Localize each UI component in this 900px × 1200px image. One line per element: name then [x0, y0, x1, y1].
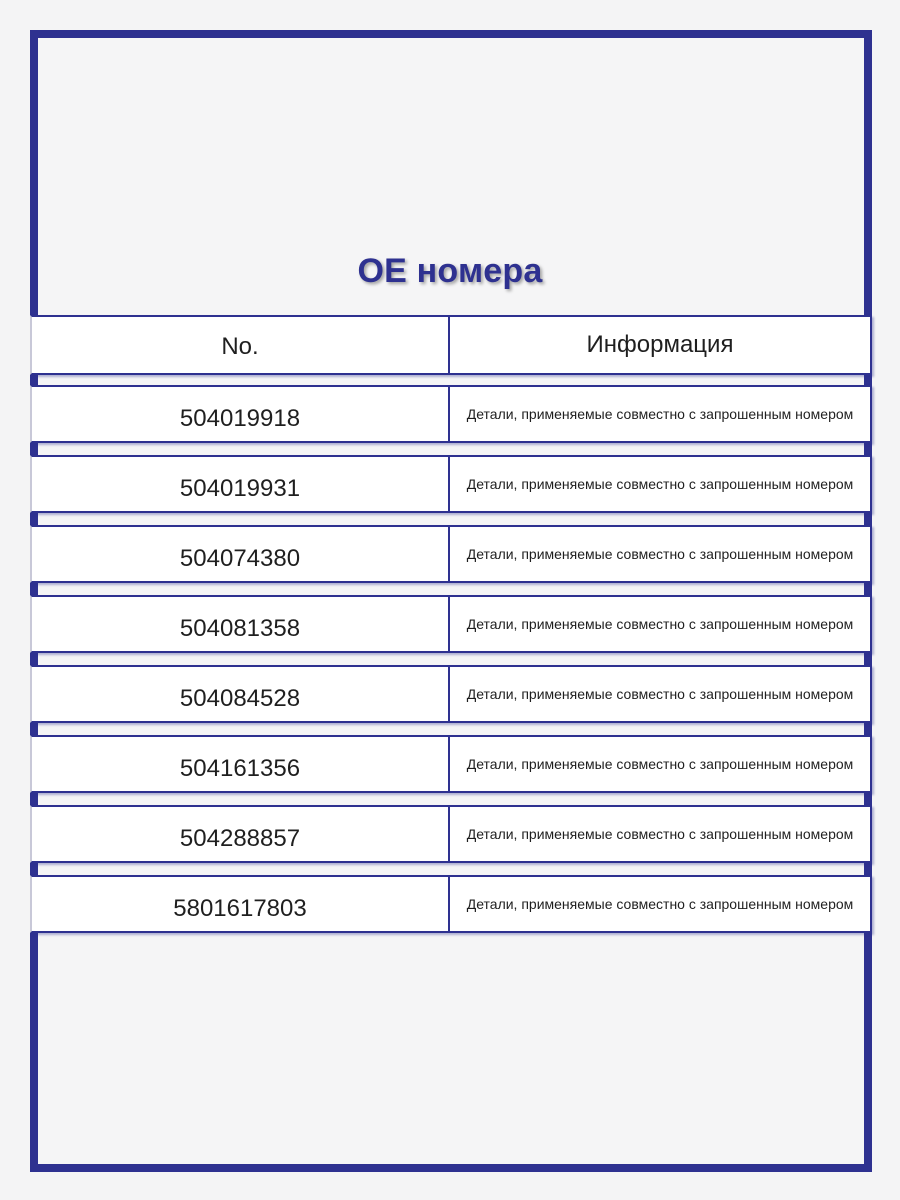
table-row — [30, 875, 872, 933]
oe-number-cell: 504288857 — [32, 807, 450, 861]
oe-number-cell: 504084528 — [32, 667, 450, 721]
info-cell: Детали, применяемые совместно с запрошенным номером — [466, 896, 854, 912]
info-cell: Детали, применяемые совместно с запрошенным номером — [466, 406, 854, 422]
oe-numbers-table — [30, 315, 872, 945]
table-row — [30, 805, 872, 863]
table-row — [30, 385, 872, 443]
table-row — [30, 665, 872, 723]
header-no: No. — [32, 317, 450, 373]
table-row — [30, 455, 872, 513]
page-title: OE номера — [357, 252, 543, 290]
oe-number-cell: 504074380 — [32, 527, 450, 581]
oe-number-cell: 504161356 — [32, 737, 450, 791]
oe-number-cell: 504019931 — [32, 457, 450, 511]
info-cell: Детали, применяемые совместно с запрошенным номером — [466, 756, 854, 772]
table-row — [30, 735, 872, 793]
info-cell: Детали, применяемые совместно с запрошенным номером — [466, 476, 854, 492]
header-info: Информация — [586, 331, 734, 358]
table-row — [30, 525, 872, 583]
oe-number-cell: 504081358 — [32, 597, 450, 651]
oe-number-cell: 504019918 — [32, 387, 450, 441]
table-header-row — [30, 315, 872, 375]
oe-number-cell: 5801617803 — [32, 877, 450, 931]
info-cell: Детали, применяемые совместно с запрошенным номером — [466, 686, 854, 702]
info-cell: Детали, применяемые совместно с запрошенным номером — [466, 546, 854, 562]
info-cell: Детали, применяемые совместно с запрошенным номером — [466, 616, 854, 632]
info-cell: Детали, применяемые совместно с запрошенным номером — [466, 826, 854, 842]
table-row — [30, 595, 872, 653]
